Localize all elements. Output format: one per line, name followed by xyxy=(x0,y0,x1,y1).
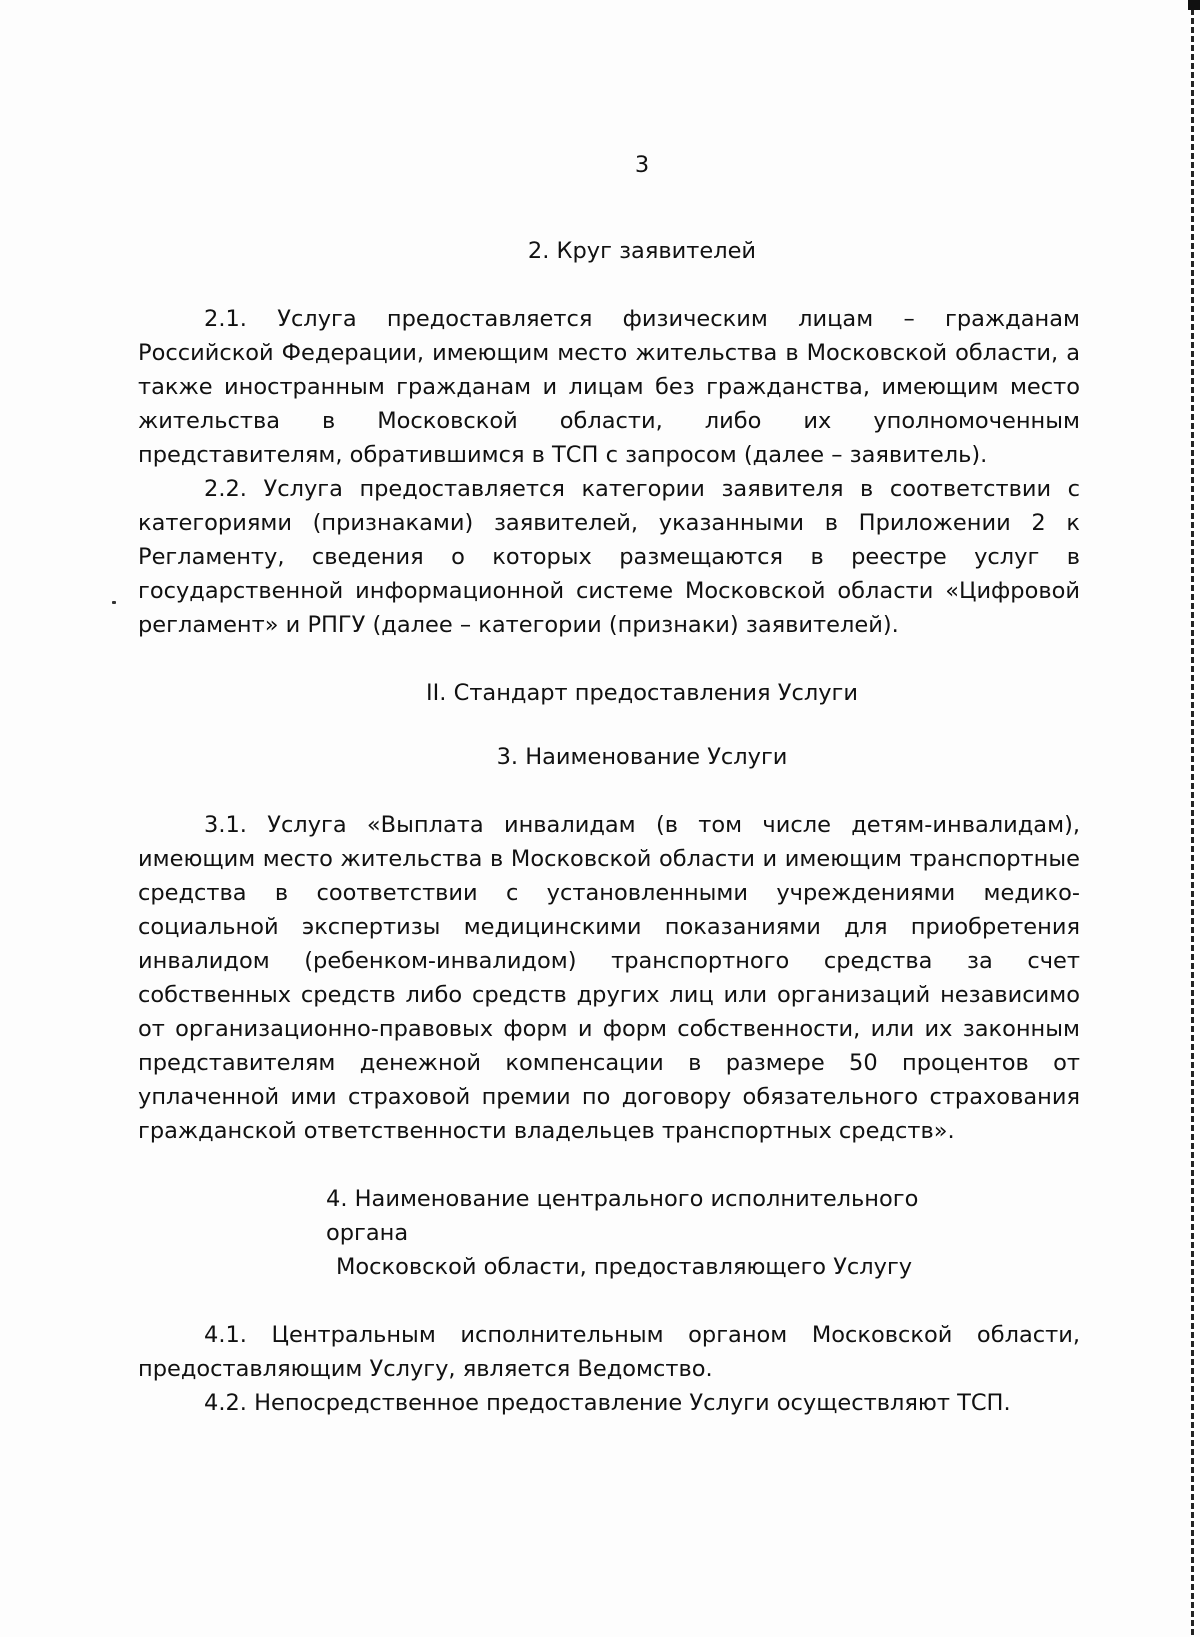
scan-corner-mark xyxy=(1188,0,1200,10)
part-2-heading: II. Стандарт предоставления Услуги xyxy=(426,680,858,706)
section-4-heading-line2: Московской области, предоставляющего Услугу xyxy=(336,1254,913,1280)
paragraph-4-2: 4.2. Непосредственное предоставление Услуги осуществляют ТСП. xyxy=(204,1390,1011,1416)
scan-speck xyxy=(112,601,116,604)
page-number: 3 xyxy=(634,152,650,178)
section-3-heading: 3. Наименование Услуги xyxy=(496,744,788,770)
paragraph-3-1: 3.1. Услуга «Выплата инвалидам (в том числе детям-инвалидам), имеющим место жительства в Московской области и имеющим транспортные средства в соответствии с установленными учреждениями медико-социальной экспертизы медицинскими показаниями для приобретения инвалидом (ребенком-инвалидом) транспортного средства за счет собственных средств либо средств других лиц или организаций независимо от организационно-правовых форм и форм собственности, или их законным представителям денежной компенсации в размере 50 процентов от уплаченной ими страховой премии по договору обязательного страхования гражданской ответственности владельцев транспортных средств». xyxy=(138,812,1080,1144)
spacer xyxy=(138,1148,1080,1182)
spacer xyxy=(138,710,1080,740)
document-body xyxy=(138,148,1080,1420)
scan-edge-mark xyxy=(1191,0,1194,1637)
section-2-heading: 2. Круг заявителей xyxy=(527,238,757,264)
paragraph-2-2: 2.2. Услуга предоставляется категории заявителя в соответствии с категориями (признаками) заявителей, указанными в Приложении 2 к Регламенту, сведения о которых размещаются в реестре услуг в государственной информационной системе Московской области «Цифровой регламент» и РПГУ (далее – категории (признаки) заявителей). xyxy=(138,476,1080,638)
paragraph-4-1: 4.1. Центральным исполнительным органом Московской области, предоставляющим Услугу, является Ведомство. xyxy=(138,1322,1080,1382)
spacer xyxy=(138,1284,1080,1318)
section-4-heading-line1: 4. Наименование центрального исполнительного органа xyxy=(326,1186,919,1246)
spacer xyxy=(138,642,1080,676)
paragraph-2-1: 2.1. Услуга предоставляется физическим лицам – гражданам Российской Федерации, имеющим место жительства в Московской области, а также иностранным гражданам и лицам без гражданства, имеющим место жительства в Московской области, либо их уполномоченным представителям, обратившимся в ТСП с запросом (далее – заявитель). xyxy=(138,306,1080,468)
spacer xyxy=(138,268,1080,302)
section-4-heading xyxy=(326,1182,976,1284)
spacer xyxy=(138,774,1080,808)
